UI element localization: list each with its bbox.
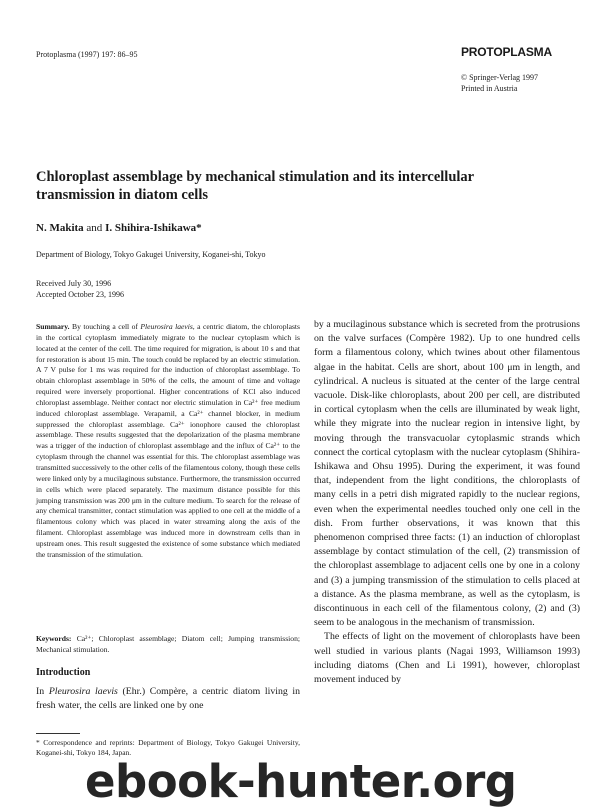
keywords-heading: Keywords:: [36, 634, 72, 643]
journal-reference: Protoplasma (1997) 197: 86–95: [36, 50, 138, 59]
footnote: * Correspondence and reprints: Department of Biology, Tokyo Gakugei University, Koganei-shi, Tokyo 184, Japan.: [36, 738, 300, 757]
accepted-date: Accepted October 23, 1996: [36, 290, 124, 299]
abstract-text-1: By touching a cell of: [72, 322, 138, 331]
abstract-text-2: a centric diatom, the chloroplasts in the cortical cytoplasm immediately migrate to the nuclear cytoplasm which is located at the center of the cell. The time required for migration, is about 10 s and that for restoration is about 15 min. The touch could be replaced by an electric stimulation. A 7 V pulse for 1 ms was required for the induction of chloroplast assemblage. To obtain chloroplast assemblage in 50% of the cells, the amount of time and voltage required were inversely proportional. Higher concentrations of KCl also induced chloroplast assemblage. Neither contact nor electric stimulation in Ca²⁺ free medium induced chloroplast assemblage. Verapamil, a Ca²⁺ channel blocker, in medium suppressed the chloroplast assemblage. Ca²⁺ ionophore caused the chloroplast assemblage. These results suggested that the depolarization of the plasma membrane was a trigger of the induction of chloroplast assemblage and the influx of Ca²⁺ to the cytoplasm through the channel was essential for this. The chloroplast assemblage was transmitted successively to the other cells of the filamentous colony, though these cells were linked only by a mucilaginous substance. Furthermore, the transmission occurred in cells which were placed separately. The maximum distance possible for this jumping transmission was 200 μm in the culture medium. To search for the release of any chemical transmitter, contact stimulation was applied to one cell at the middle of a filamentous colony which was placed in water streaming along the axis of the filament. Chloroplast assemblage was induced more in downstream cells than in upstream ones. This result suggested the existence of some substance which mediated the transmission of the stimulation.: [36, 322, 301, 559]
author-conjunction: and: [86, 222, 103, 234]
right-column: [314, 318, 580, 687]
intro-species: Pleurosira laevis: [48, 686, 118, 697]
copyright-line: © Springer-Verlag 1997: [461, 73, 539, 82]
journal-brand: PROTOPLASMA: [461, 45, 552, 59]
introduction-text: [36, 685, 300, 713]
intro-pre: In: [36, 686, 45, 697]
footnote-rule: [36, 733, 80, 734]
title-line-1: Chloroplast assemblage by mechanical stimulation and its intercellular: [36, 169, 475, 185]
right-paragraph-1: by a mucilaginous substance which is secreted from the protrusions on the valve surfaces (Compère 1982). Up to one hundred cells form a filamentous colony, which twines about other filamentous algae in the habitat. Cells are short, about 100 μm in length, and cylindrical. A nucleus is situated at the center of the large central vacuole. Disk-like chloroplasts, about 200 per cell, are distributed in cortical cytoplasm when the cells are illuminated by weak light, while they migrate into the nuclear region in intensive light, by moving through the transvacuolar cytoplasmic strands which connect the cortical cytoplasm with the nuclear cytoplasm (Shihira-Ishikawa and Ohsu 1995). During the experiment, it was found that, independent from the light conditions, the chloroplasts of many cells in a petri dish migrated rapidly to the nuclear regions, even when the experimental needles touched only one cell in the dish. From further observations, it was known that this phenomenon comprised three facts: (1) an induction of chloroplast assemblage by contact stimulation of the cell, (2) transmission of the chloroplast assemblage to adjacent cells one by one in a colony and (3) a jumping transmission of the stimulation to cells placed at a distance. As the plasma membrane, as well as the cytoplasm, is discontinuous in each cell of the filamentous colony, (2) and (3) seem to be analogous in the mechanism of transmission.: [314, 319, 580, 629]
author-1: N. Makita: [36, 222, 84, 234]
publisher-info: [461, 72, 538, 94]
received-date: Received July 30, 1996: [36, 279, 112, 288]
article-dates: [36, 278, 124, 300]
intro-post: (Ehr.) Compère, a centric diatom living in fresh water, the cells are linked one by one: [36, 686, 301, 711]
abstract-heading: Summary.: [36, 322, 70, 331]
abstract: [36, 322, 300, 561]
keywords-text: Ca²⁺; Chloroplast assemblage; Diatom cell; Jumping transmission; Mechanical stimulation.: [36, 634, 301, 654]
title-line-2: transmission in diatom cells: [36, 187, 208, 203]
watermark: ebook-hunter.org: [85, 755, 517, 808]
affiliation: Department of Biology, Tokyo Gakugei University, Koganei-shi, Tokyo: [36, 250, 266, 259]
author-list: [36, 222, 202, 234]
keywords: [36, 633, 300, 655]
right-paragraph-2: The effects of light on the movement of chloroplasts have been well studied in various plants (Nagai 1993, Williamson 1993) including diatoms (Chen and Li 1991), however, chloroplast movement induced by: [314, 631, 580, 686]
introduction-heading: Introduction: [36, 667, 91, 678]
author-2: I. Shihira-Ishikawa*: [105, 222, 202, 234]
article-title: [36, 168, 576, 204]
abstract-species: Pleurosira laevis,: [140, 322, 195, 331]
printed-line: Printed in Austria: [461, 84, 518, 93]
